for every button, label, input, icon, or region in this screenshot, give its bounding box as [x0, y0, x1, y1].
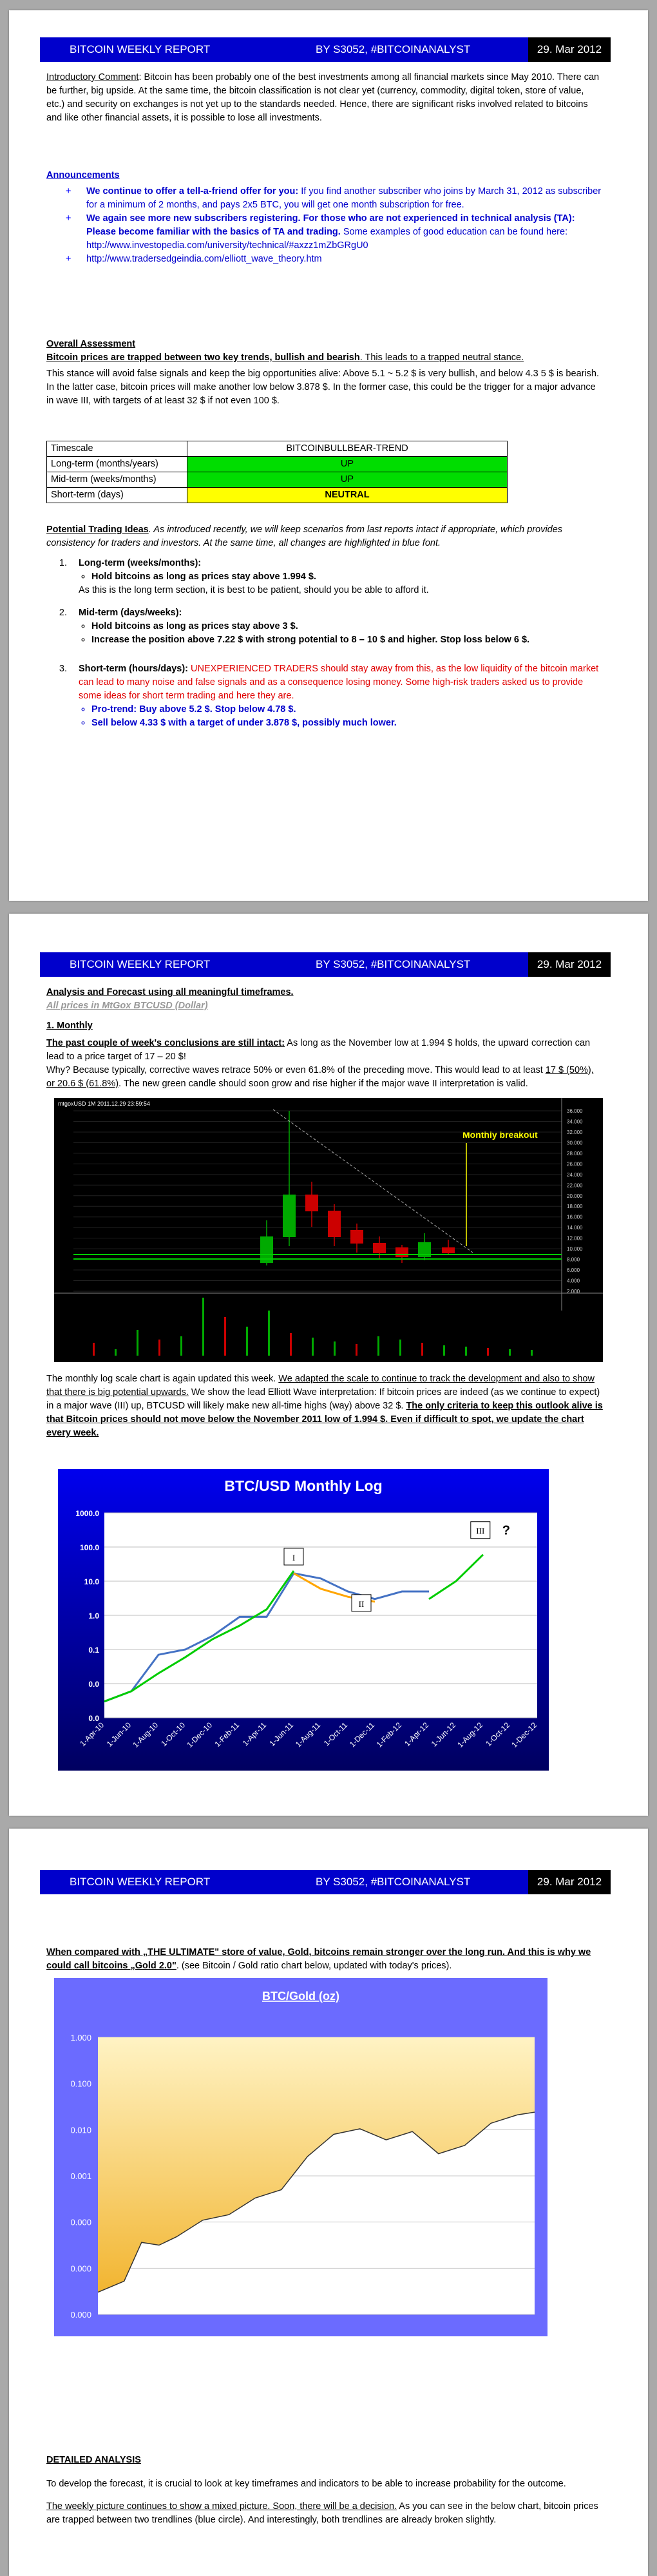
- price-tick: 20.000: [567, 1193, 583, 1199]
- monthly-candlestick-chart: [54, 1098, 603, 1362]
- x-tick-label: 1-Jun-10: [104, 1720, 133, 1749]
- x-tick-label: 1-Dec-10: [185, 1720, 214, 1750]
- table-row-value: UP: [187, 472, 508, 488]
- x-tick-label: 1-Oct-10: [159, 1720, 187, 1749]
- candle-body: [373, 1243, 386, 1253]
- announcements-section: [46, 169, 604, 266]
- log-chart-text: [46, 1372, 604, 1440]
- log-intro: The monthly log scale chart is again updated this week.: [46, 1374, 279, 1384]
- volume-bar: [224, 1317, 226, 1356]
- short-term-bullet-2: ◦ Sell below 4.33 $ with a target of under 3.878 $, possibly much lower.: [91, 716, 604, 730]
- wave-question: ?: [502, 1523, 511, 1538]
- x-tick-label: 1-Dec-12: [509, 1720, 539, 1750]
- short-term-warning: UNEXPERIENCED TRADERS should stay away from this, as the low liquidity of the bitcoin market can lead to many noise and false signals and as a consequence losing money. Some high-risk traders asked us to provide some ideas for short term trading and here they are.: [79, 664, 599, 701]
- y-tick-label: 1.0: [88, 1611, 99, 1620]
- x-tick-label: 1-Dec-11: [347, 1720, 377, 1749]
- monthly-why-rest: . The new green candle should soon grow and rise higher if the major wave II interpretation is valid.: [119, 1079, 528, 1089]
- report-header: [40, 37, 611, 62]
- trading-ideas-intro: . As introduced recently, we will keep scenarios from last reports intact if appropriate, which provides consistency for traders and investors. At the same time, all changes are highlighted in blue font.: [46, 524, 563, 548]
- y-tick-label: 0.001: [70, 2171, 91, 2181]
- volume-bar: [465, 1347, 467, 1356]
- price-tick: 34.000: [567, 1119, 583, 1125]
- report-author: BY S3052, #BITCOINANALYST: [304, 952, 528, 977]
- mid-term-title: Mid-term (days/weeks):: [79, 608, 182, 618]
- volume-bar: [246, 1327, 248, 1356]
- report-header-3: [40, 1870, 611, 1894]
- price-tick: 8.000: [567, 1256, 580, 1263]
- short-term-title: Short-term (hours/days):: [79, 664, 188, 674]
- detailed-analysis-title: DETAILED ANALYSIS: [46, 2455, 141, 2465]
- wave-label: I: [292, 1552, 296, 1562]
- volume-bar: [399, 1340, 401, 1356]
- monthly-why: Why? Because typically, corrective waves retrace 50% or even 61.8% of the preceding move. This would lead to at least: [46, 1065, 546, 1075]
- y-tick-label: 1000.0: [75, 1509, 99, 1518]
- announcement-2-bold: We again see more new subscribers registering. For those who are not experienced in technical analysis (TA): Please become familiar with the basics of TA and trading.: [86, 213, 575, 237]
- price-tick: 30.000: [567, 1140, 583, 1146]
- table-row-label: Long-term (months/years): [47, 457, 187, 472]
- price-tick: 18.000: [567, 1204, 583, 1210]
- price-tick: 32.000: [567, 1129, 583, 1135]
- price-tick: 22.000: [567, 1182, 583, 1189]
- gold-lead-rest: . (see Bitcoin / Gold ratio chart below, updated with today's prices).: [176, 1961, 452, 1971]
- elliott-text: We show the lead Elliott Wave interpretation: If bitcoin prices are indeed (as we continue to expect) in a major wave (III) up, BTCUSD will likely make new all-time highs (way) above 32 $.: [46, 1387, 600, 1411]
- candle-body: [395, 1247, 408, 1257]
- volume-bar: [180, 1336, 182, 1356]
- table-head-timescale: Timescale: [47, 441, 187, 457]
- btc-usd-monthly-log-chart: [58, 1469, 549, 1771]
- y-tick-label: 10.0: [84, 1577, 99, 1586]
- price-tick: 24.000: [567, 1171, 583, 1178]
- price-tick: 2.000: [567, 1289, 580, 1294]
- analysis-title: Analysis and Forecast using all meaningful timeframes.: [46, 987, 294, 997]
- price-tick: 6.000: [567, 1267, 580, 1274]
- volume-bar: [487, 1348, 489, 1356]
- x-tick-label: 1-Aug-11: [293, 1720, 323, 1749]
- y-tick-label: 0.010: [70, 2125, 91, 2135]
- announcement-2-text: Some examples of good education can be found here:: [340, 227, 568, 237]
- x-tick-label: 1-Aug-12: [455, 1720, 485, 1750]
- x-tick-label: 1-Jun-12: [429, 1720, 458, 1749]
- price-tick: 14.000: [567, 1225, 583, 1231]
- monthly-lead: The past couple of week's conclusions are still intact:: [46, 1038, 285, 1048]
- long-term-title: Long-term (weeks/months):: [79, 558, 202, 568]
- y-tick-label: 0.000: [70, 2264, 91, 2274]
- mid-term-bullet-2: ◦ Increase the position above 7.22 $ with strong potential to 8 – 10 $ and higher. Stop loss below 6 $.: [91, 633, 604, 647]
- price-tick: 4.000: [567, 1278, 580, 1284]
- volume-bar: [93, 1343, 95, 1356]
- intro-label: Introductory Comment: [46, 72, 139, 82]
- table-row-value: NEUTRAL: [187, 488, 508, 503]
- weekly-text: As you can see in the below chart, bitcoin prices are trapped between two trendlines (blue circle). And interestingly, both trendlines are already broken slightly.: [46, 2501, 598, 2525]
- y-tick-label: 0.000: [70, 2217, 91, 2227]
- intro-text: : Bitcoin has been probably one of the best investments among all financial markets since May 2010. There can be further, big upside. At the same time, the bitcoin classification is not clear yet (currency, commodity, digital token, store of value, etc.) and security on exchanges is not yet up to the standards needed. Hence, there are significant risks involved related to bitcoins and like other financial assets, it is possible to lose all investments.: [46, 72, 600, 123]
- oa-text: This stance will avoid false signals and keep the big opportunities alive: Above 5.1 ~ 5.2 $ is very bullish, and below 4.3 5 $ is bearish. In the latter case, bitcoin prices will make another low below 3.878 $. In the former case, this could be the trigger for a major advance in wave III, with targets of at least 32 $ if not even 100 $.: [46, 369, 600, 406]
- monthly-targets: 17 $ (50%), or 20.6 $ (61.8%): [46, 1065, 594, 1089]
- overall-assessment-title: Overall Assessment: [46, 339, 136, 349]
- report-title: BITCOIN WEEKLY REPORT: [40, 952, 304, 977]
- report-author: BY S3052, #BITCOINANALYST: [304, 37, 528, 62]
- btc-gold-chart: [54, 1978, 548, 2336]
- y-tick-label: 0.0: [88, 1680, 99, 1689]
- volume-bar: [312, 1338, 314, 1356]
- log-scale-note: We adapted the scale to continue to track the development and also to show that there is big potential upwards.: [46, 1374, 595, 1398]
- elliott-link[interactable]: http://www.tradersedgeindia.com/elliott_wave_theory.htm: [86, 254, 322, 264]
- volume-bar: [531, 1350, 533, 1356]
- y-tick-label: 0.0: [88, 1714, 99, 1723]
- x-tick-label: 1-Feb-12: [374, 1720, 404, 1749]
- announcement-1-bold: We continue to offer a tell-a-friend offer for you:: [86, 186, 299, 197]
- wave-label: II: [358, 1599, 365, 1609]
- report-date: 29. Mar 2012: [528, 1870, 611, 1894]
- x-tick-label: 1-Apr-10: [78, 1720, 106, 1749]
- wave-label: III: [476, 1526, 485, 1536]
- candle-body: [283, 1195, 296, 1237]
- price-tick: 36.000: [567, 1108, 583, 1114]
- candle-body: [350, 1230, 363, 1244]
- volume-bar: [268, 1311, 270, 1356]
- investopedia-link[interactable]: http://www.investopedia.com/university/technical/#axzz1mZbGRgU0: [86, 240, 368, 251]
- detailed-analysis-text: To develop the forecast, it is crucial to look at key timeframes and indicators to be able to increase probability for the outcome.: [46, 2479, 566, 2489]
- candle-body: [305, 1195, 318, 1211]
- candle-body: [328, 1211, 341, 1237]
- trading-ideas: [46, 523, 604, 739]
- monthly-title: 1. Monthly: [46, 1021, 93, 1031]
- volume-bar: [377, 1336, 379, 1356]
- report-title: BITCOIN WEEKLY REPORT: [40, 37, 304, 62]
- monthly-lead-rest: As long as the November low at 1.994 $ holds, the upward correction can lead to a price target of 17 – 20 $!: [46, 1038, 591, 1062]
- long-term-bullet: ◦ Hold bitcoins as long as prices stay above 1.994 $.: [91, 570, 604, 584]
- x-tick-label: 1-Apr-11: [240, 1720, 269, 1748]
- y-tick-label: 0.000: [70, 2310, 91, 2320]
- mid-term-bullet-1: ◦ Hold bitcoins as long as prices stay above 3 $.: [91, 620, 604, 633]
- volume-bar: [509, 1349, 511, 1356]
- oa-lead: Bitcoin prices are trapped between two key trends, bullish and bearish: [46, 352, 360, 363]
- table-row-label: Short-term (days): [47, 488, 187, 503]
- volume-bar: [158, 1340, 160, 1356]
- criteria-text: The only criteria to keep this outlook alive is that Bitcoin prices should not move below the November 2011 low of 1.994 $. Even if difficult to spot, we update the chart every week.: [46, 1401, 603, 1438]
- oa-lead-rest: . This leads to a trapped neutral stance.: [359, 352, 524, 363]
- gold-lead: When compared with „THE ULTIMATE" store of value, Gold, bitcoins remain stronger over the long run. And this is why we could call bitcoins „Gold 2.0": [46, 1947, 591, 1971]
- report-header-2: [40, 952, 611, 977]
- volume-bar: [356, 1344, 357, 1356]
- trend-table: [46, 441, 508, 503]
- y-tick-label: 100.0: [79, 1543, 99, 1552]
- table-row-label: Mid-term (weeks/months): [47, 472, 187, 488]
- table-row-value: UP: [187, 457, 508, 472]
- long-term-note: As this is the long term section, it is best to be patient, should you be able to afford it.: [79, 585, 429, 595]
- detailed-analysis: [46, 2454, 604, 2527]
- trading-ideas-title: Potential Trading Ideas: [46, 524, 149, 535]
- candle-chart-header: mtgoxUSD 1M 2011.12.29 23:59:54: [58, 1101, 150, 1107]
- price-tick: 28.000: [567, 1150, 583, 1157]
- price-note: All prices in MtGox BTCUSD (Dollar): [46, 1001, 208, 1011]
- volume-bar: [421, 1343, 423, 1356]
- analysis-intro: [46, 986, 604, 1091]
- report-title: BITCOIN WEEKLY REPORT: [40, 1870, 304, 1894]
- weekly-lead: The weekly picture continues to show a mixed picture. Soon, there will be a decision.: [46, 2501, 397, 2512]
- volume-bar: [290, 1333, 292, 1356]
- price-tick: 26.000: [567, 1161, 583, 1168]
- report-date: 29. Mar 2012: [528, 37, 611, 62]
- gold-text: [46, 1946, 604, 1973]
- announcements-title: Announcements: [46, 170, 120, 180]
- price-tick: 12.000: [567, 1235, 583, 1242]
- volume-bar: [334, 1341, 336, 1356]
- report-author: BY S3052, #BITCOINANALYST: [304, 1870, 528, 1894]
- volume-bar: [202, 1298, 204, 1356]
- y-tick-label: 1.000: [70, 2033, 91, 2043]
- x-tick-label: 1-Jun-11: [267, 1720, 296, 1748]
- log-chart-title: BTC/USD Monthly Log: [224, 1477, 383, 1494]
- x-tick-label: 1-Aug-10: [131, 1720, 160, 1750]
- gold-chart-title: BTC/Gold (oz): [262, 1990, 339, 2003]
- x-tick-label: 1-Oct-12: [484, 1720, 512, 1749]
- table-head-trend: BITCOINBULLBEAR-TREND: [187, 441, 508, 457]
- candle-body: [442, 1247, 455, 1253]
- y-tick-label: 0.100: [70, 2079, 91, 2089]
- x-tick-label: 1-Feb-11: [213, 1720, 242, 1749]
- volume-bar: [443, 1345, 445, 1356]
- intro-section: [46, 71, 604, 125]
- trend-table-wrap: [46, 441, 604, 503]
- volume-bar: [137, 1330, 138, 1356]
- y-tick-label: 0.1: [88, 1646, 99, 1655]
- x-tick-label: 1-Apr-12: [403, 1720, 431, 1749]
- monthly-breakout-label: Monthly breakout: [462, 1129, 538, 1140]
- overall-assessment: [46, 338, 604, 408]
- volume-bar: [115, 1349, 117, 1356]
- short-term-bullet-1: ◦ Pro-trend: Buy above 5.2 $. Stop below 4.78 $.: [91, 703, 604, 716]
- announcement-1-text: If you find another subscriber who joins by March 31, 2012 as subscriber for a minimum of 2 months, and pays 2x5 BTC, you will get one month subscription for free.: [86, 186, 602, 210]
- price-tick: 10.000: [567, 1246, 583, 1253]
- x-tick-label: 1-Oct-11: [321, 1720, 350, 1748]
- report-date: 29. Mar 2012: [528, 952, 611, 977]
- price-tick: 16.000: [567, 1214, 583, 1220]
